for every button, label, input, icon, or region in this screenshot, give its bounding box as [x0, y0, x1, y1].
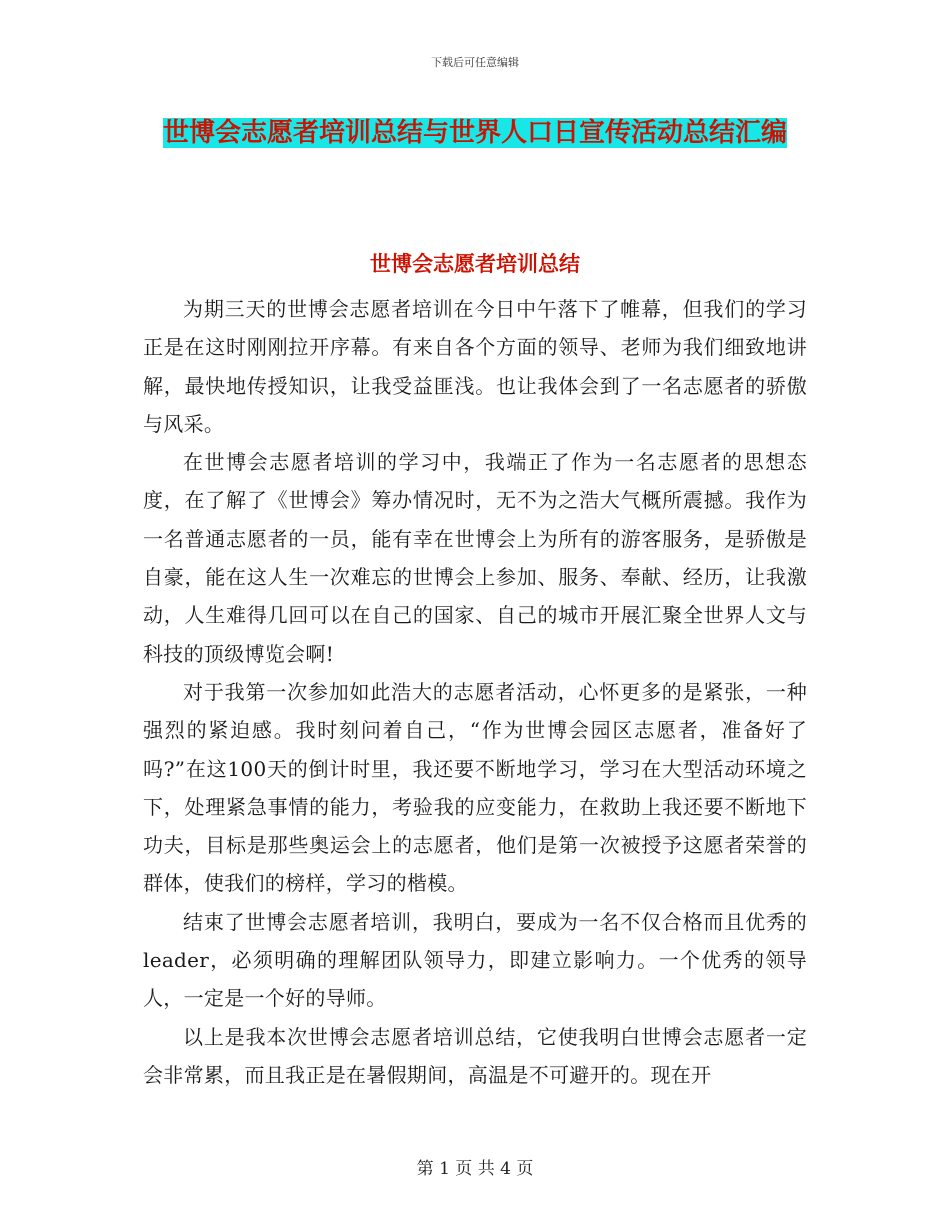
paragraph: 对于我第一次参加如此浩大的志愿者活动，心怀更多的是紧张，一种强烈的紧迫感。我时刻问着自己，“作为世博会园区志愿者，准备好了吗?”在这100天的倒计时里，我还要不断地学习，学习在大型活动环境之下，处理紧急事情的能力，考验我的应变能力，在救助上我还要不断地下功夫，目标是那些奥运会上的志愿者，他们是第一次被授予这愿者荣誉的群体，使我们的榜样，学习的楷模。: [143, 679, 807, 896]
paragraph: 结束了世博会志愿者培训，我明白，要成为一名不仅合格而且优秀的leader，必须明确的理解团队领导力，即建立影响力。一个优秀的领导人，一定是一个好的导师。: [143, 909, 807, 1011]
header-note: 下载后可任意编辑: [431, 56, 519, 69]
document-title-text: 世博会志愿者培训总结与世界人口日宣传活动总结汇编: [162, 118, 787, 148]
section-title: 世博会志愿者培训总结: [370, 252, 580, 276]
document-title: [140, 108, 810, 158]
paragraph: 为期三天的世博会志愿者培训在今日中午落下了帷幕，但我们的学习正是在这时刚刚拉开序幕。有来自各个方面的领导、老师为我们细致地讲解，最快地传授知识，让我受益匪浅。也让我体会到了一名志愿者的骄傲与风采。: [143, 297, 807, 436]
paragraph: 以上是我本次世博会志愿者培训总结，它使我明白世博会志愿者一定会非常累，而且我正是在暑假期间，高温是不可避开的。现在开: [143, 1024, 807, 1087]
body-text: [143, 290, 807, 1094]
paragraph: 在世博会志愿者培训的学习中，我端正了作为一名志愿者的思想态度，在了解了《世博会》筹办情况时，无不为之浩大气概所震撼。我作为一名普通志愿者的一员，能有幸在世博会上为所有的游客服务，是骄傲是自豪，能在这人生一次难忘的世博会上参加、服务、奉献、经历，让我激动，人生难得几回可以在自己的国家、自己的城市开展汇聚全世界人文与科技的顶级博览会啊!: [143, 450, 807, 666]
page-footer: 第 1 页 共 4 页: [416, 1159, 534, 1179]
